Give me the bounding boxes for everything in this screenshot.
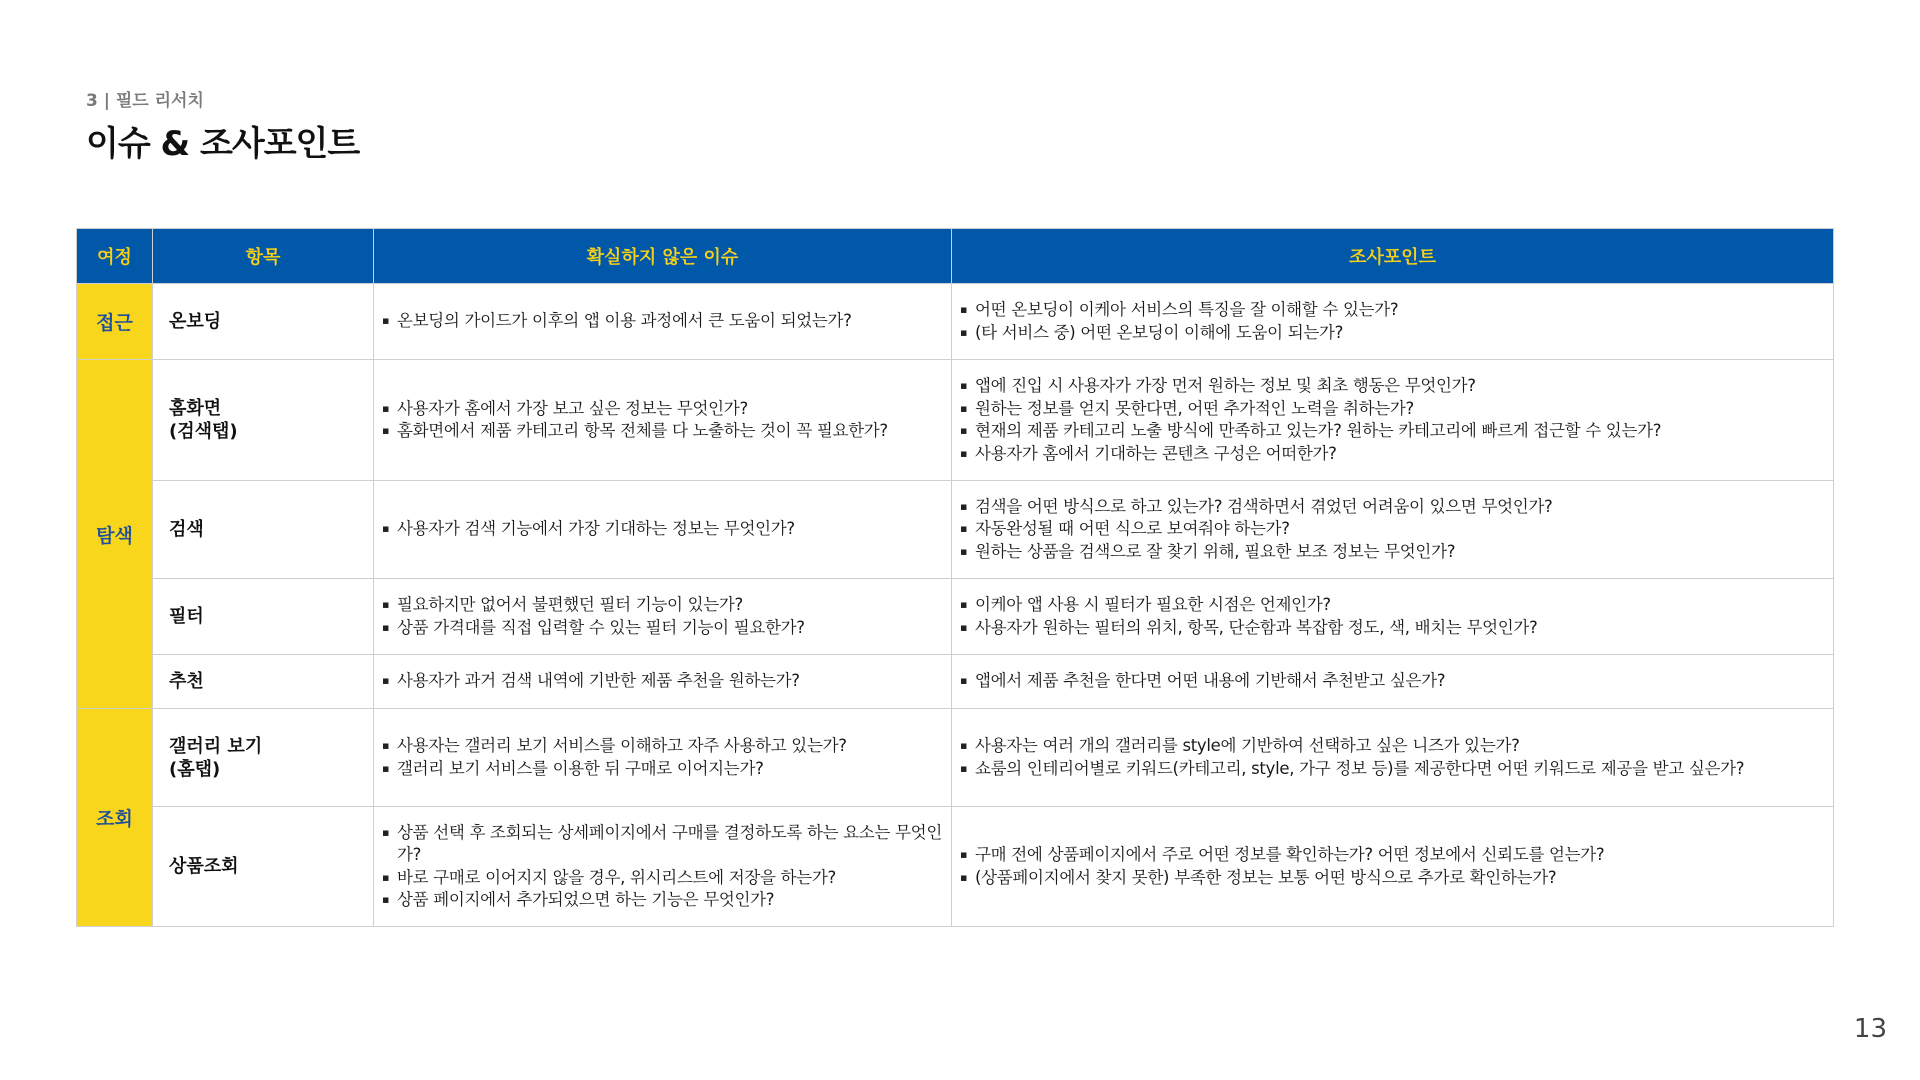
stage-cell-view: 조회 [77,709,153,927]
item-cell: 필터 [153,579,374,655]
points-cell [952,807,1834,927]
item-cell: 검색 [153,481,374,579]
list-item: ▪ 사용자가 검색 기능에서 가장 기대하는 정보는 무엇인가? [382,518,943,541]
list-item: ▪ 앱에서 제품 추천을 한다면 어떤 내용에 기반해서 추천받고 싶은가? [960,670,1825,693]
issues-cell [374,284,952,360]
list-item: ▪ 갤러리 보기 서비스를 이용한 뒤 구매로 이어지는가? [382,758,943,781]
table-row [77,360,1834,481]
list-item: ▪ 사용자는 여러 개의 갤러리를 style에 기반하여 선택하고 싶은 니즈가 있는가? [960,735,1825,758]
list-item: ▪ 상품 페이지에서 추가되었으면 하는 기능은 무엇인가? [382,889,943,912]
issues-cell [374,481,952,579]
page-number: 13 [1853,1014,1887,1044]
issues-cell [374,709,952,807]
list-item: ▪ 바로 구매로 이어지지 않을 경우, 위시리스트에 저장을 하는가? [382,867,943,890]
list-item: ▪ 사용자가 홈에서 가장 보고 싶은 정보는 무엇인가? [382,398,943,421]
list-item: ▪ (상품페이지에서 찾지 못한) 부족한 정보는 보통 어떤 방식으로 추가로 확인하는가? [960,867,1825,890]
list-item: ▪ 온보딩의 가이드가 이후의 앱 이용 과정에서 큰 도움이 되었는가? [382,310,943,333]
list-item: ▪ 사용자가 홈에서 기대하는 콘텐츠 구성은 어떠한가? [960,443,1825,466]
column-header-item: 항목 [153,229,374,284]
points-list [960,496,1825,564]
table-row [77,481,1834,579]
column-header-points: 조사포인트 [952,229,1834,284]
list-item: ▪ 현재의 제품 카테고리 노출 방식에 만족하고 있는가? 원하는 카테고리에 빠르게 접근할 수 있는가? [960,420,1825,443]
table-row [77,709,1834,807]
issues-list [382,822,943,912]
list-item: ▪ 사용자는 갤러리 보기 서비스를 이해하고 자주 사용하고 있는가? [382,735,943,758]
list-item: ▪ 앱에 진입 시 사용자가 가장 먼저 원하는 정보 및 최초 행동은 무엇인가? [960,375,1825,398]
issues-list [382,310,943,333]
points-list [960,670,1825,693]
table-row [77,807,1834,927]
table-row [77,655,1834,709]
list-item: ▪ 어떤 온보딩이 이케아 서비스의 특징을 잘 이해할 수 있는가? [960,299,1825,322]
list-item: ▪ 자동완성될 때 어떤 식으로 보여줘야 하는가? [960,518,1825,541]
issues-cell [374,579,952,655]
item-cell: 온보딩 [153,284,374,360]
table-row [77,284,1834,360]
list-item: ▪ 쇼룸의 인테리어별로 키워드(카테고리, style, 가구 정보 등)를 제공한다면 어떤 키워드로 제공을 받고 싶은가? [960,758,1825,781]
research-table [76,228,1834,927]
points-cell [952,284,1834,360]
issues-list [382,518,943,541]
issues-cell [374,360,952,481]
item-cell: 상품조회 [153,807,374,927]
issues-cell [374,655,952,709]
issues-list [382,398,943,443]
list-item: ▪ 원하는 상품을 검색으로 잘 찾기 위해, 필요한 보조 정보는 무엇인가? [960,541,1825,564]
list-item: ▪ 검색을 어떤 방식으로 하고 있는가? 검색하면서 겪었던 어려움이 있으면 무엇인가? [960,496,1825,519]
list-item: ▪ 사용자가 원하는 필터의 위치, 항목, 단순함과 복잡함 정도, 색, 배치는 무엇인가? [960,617,1825,640]
item-cell: 홈화면 (검색탭) [153,360,374,481]
list-item: ▪ (타 서비스 중) 어떤 온보딩이 이해에 도움이 되는가? [960,322,1825,345]
stage-cell-access: 접근 [77,284,153,360]
column-header-issues: 확실하지 않은 이슈 [374,229,952,284]
points-list [960,844,1825,889]
list-item: ▪ 이케아 앱 사용 시 필터가 필요한 시점은 언제인가? [960,594,1825,617]
list-item: ▪ 필요하지만 없어서 불편했던 필터 기능이 있는가? [382,594,943,617]
list-item: ▪ 상품 선택 후 조회되는 상세페이지에서 구매를 결정하도록 하는 요소는 무엇인가? [382,822,943,867]
points-list [960,735,1825,780]
page-title: 이슈 & 조사포인트 [86,124,360,164]
points-cell [952,709,1834,807]
list-item: ▪ 원하는 정보를 얻지 못한다면, 어떤 추가적인 노력을 취하는가? [960,398,1825,421]
issues-list [382,594,943,639]
list-item: ▪ 홈화면에서 제품 카테고리 항목 전체를 다 노출하는 것이 꼭 필요한가? [382,420,943,443]
section-label: 3 | 필드 리서치 [86,91,204,111]
column-header-stage: 여정 [77,229,153,284]
issues-cell [374,807,952,927]
points-cell [952,360,1834,481]
stage-cell-explore: 탐색 [77,360,153,709]
points-cell [952,481,1834,579]
points-list [960,375,1825,465]
points-list [960,299,1825,344]
item-cell: 추천 [153,655,374,709]
points-cell [952,579,1834,655]
list-item: ▪ 사용자가 과거 검색 내역에 기반한 제품 추천을 원하는가? [382,670,943,693]
table-row [77,579,1834,655]
points-list [960,594,1825,639]
list-item: ▪ 상품 가격대를 직접 입력할 수 있는 필터 기능이 필요한가? [382,617,943,640]
table-header-row [77,229,1834,284]
item-cell: 갤러리 보기 (홈탭) [153,709,374,807]
issues-list [382,670,943,693]
points-cell [952,655,1834,709]
issues-list [382,735,943,780]
list-item: ▪ 구매 전에 상품페이지에서 주로 어떤 정보를 확인하는가? 어떤 정보에서 신뢰도를 얻는가? [960,844,1825,867]
